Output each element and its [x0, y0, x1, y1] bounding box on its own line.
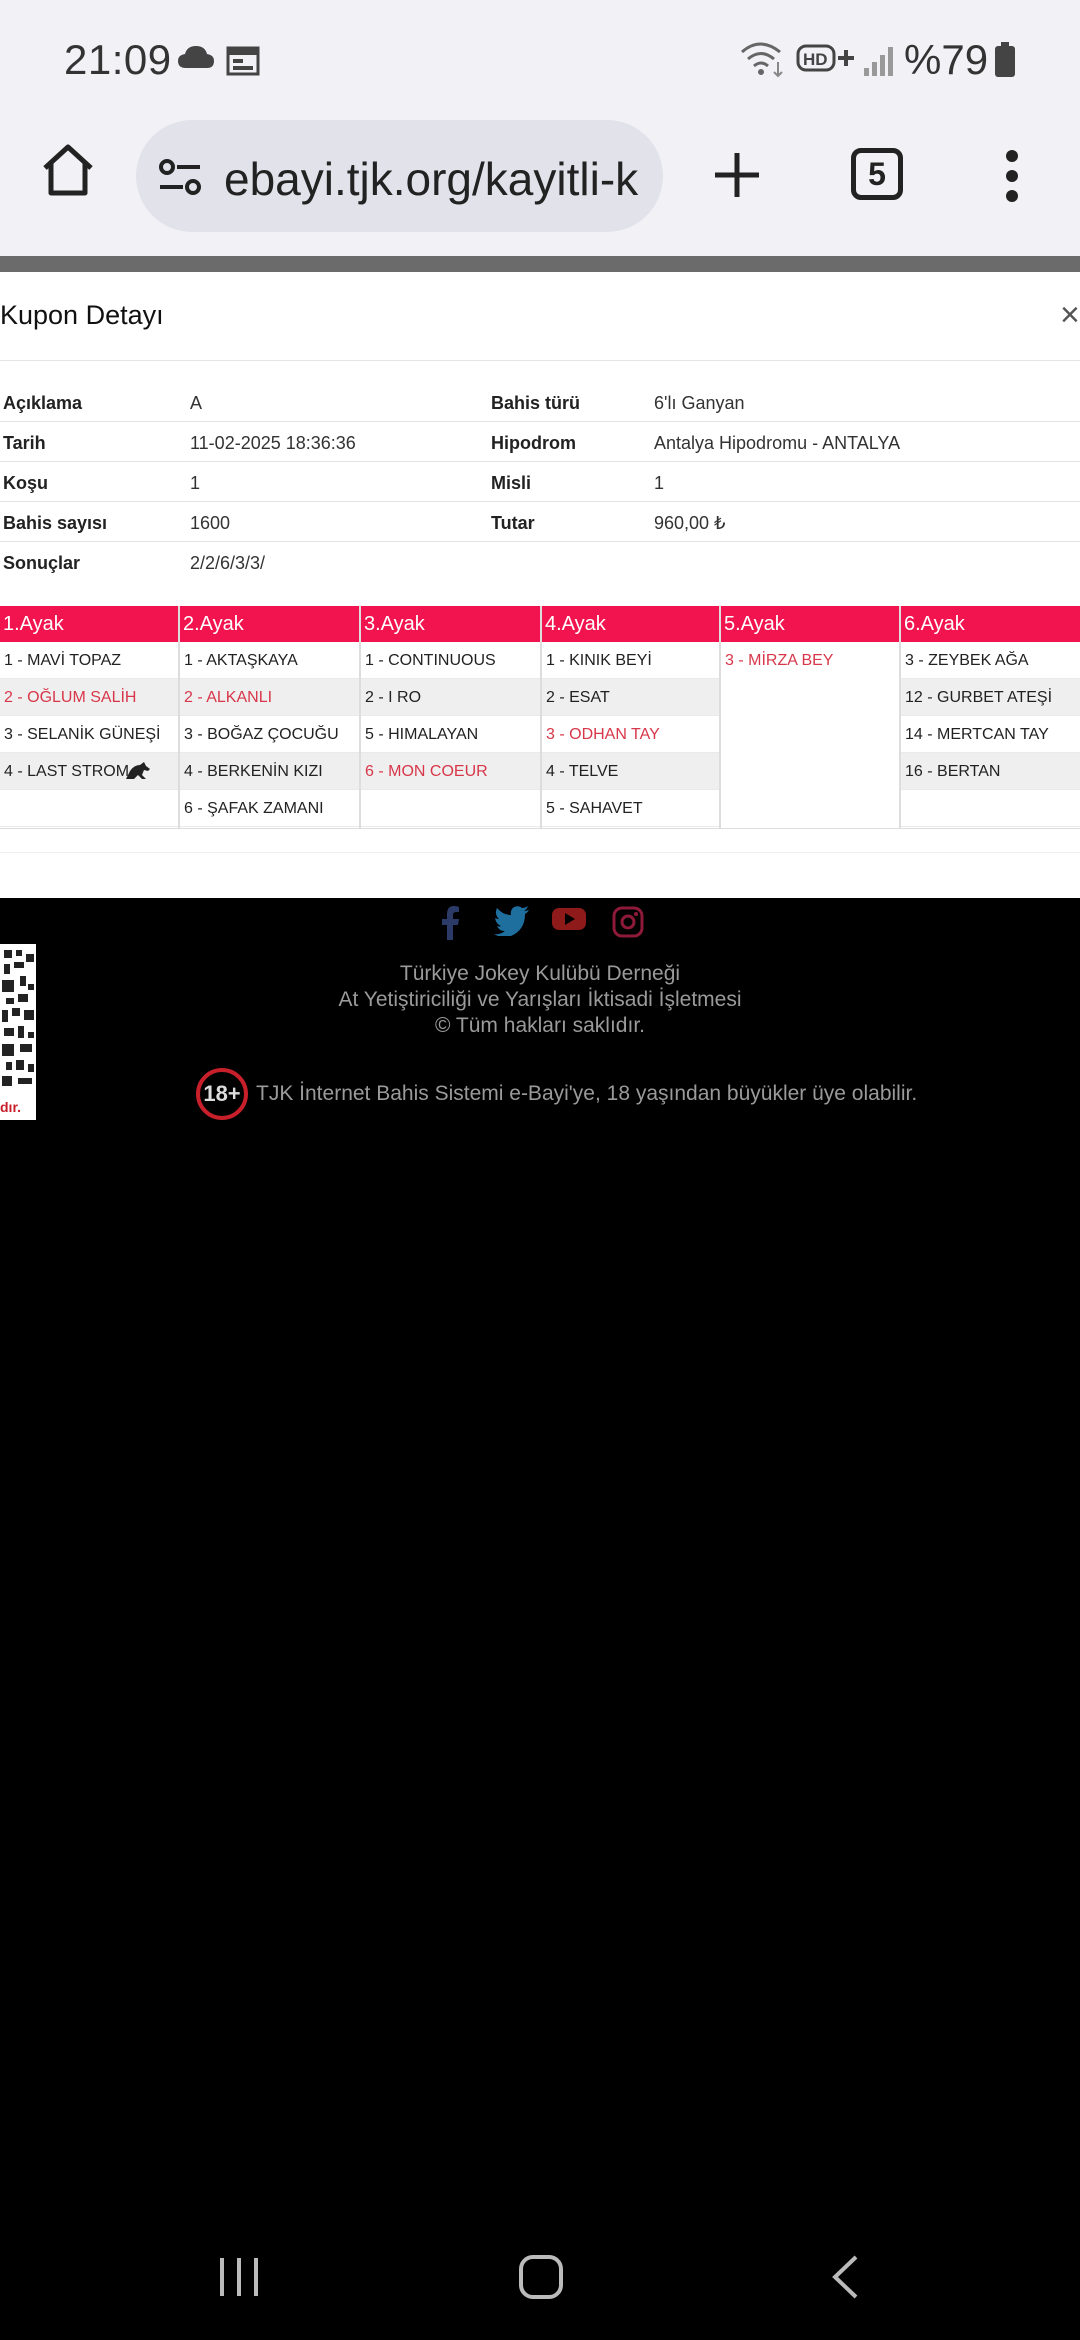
leg-header: 4.Ayak [542, 606, 719, 642]
leg-horse: 5 - HIMALAYAN [361, 716, 540, 753]
leg-horse: 2 - I RO [361, 679, 540, 716]
leg-horse-scratched [0, 753, 178, 790]
coupon-detail-modal [0, 272, 1080, 898]
new-tab-icon[interactable] [712, 150, 762, 200]
battery-percent: %79 [904, 36, 989, 83]
site-settings-icon[interactable] [158, 158, 202, 196]
leg-horse: 1 - AKTAŞKAYA [180, 642, 359, 679]
status-time: 21:09 [64, 36, 172, 83]
leg-horse: 6 - ŞAFAK ZAMANI [180, 790, 359, 827]
age-restriction-text: TJK İnternet Bahis Sistemi e-Bayi'ye, 18 yaşından büyükler üye olabilir. [256, 1082, 918, 1105]
divider [0, 852, 1080, 853]
back-icon[interactable] [830, 2254, 860, 2300]
recent-apps-icon[interactable] [216, 2254, 262, 2300]
field-label: Tarih [3, 433, 46, 453]
browser-toolbar [0, 118, 1080, 256]
leg-horse-winner: 3 - ODHAN TAY [542, 716, 719, 753]
leg-horse: 12 - GURBET ATEŞİ [901, 679, 1080, 716]
footer-org-subname: At Yetiştiriciliği ve Yarışları İktisadi İşletmesi [338, 988, 742, 1011]
field-label: Sonuçlar [3, 553, 81, 573]
footer-copyright: © Tüm hakları saklıdır. [435, 1014, 645, 1037]
home-nav-icon[interactable] [518, 2254, 564, 2300]
svg-text:HD: HD [803, 50, 828, 69]
leg-column-3 [361, 606, 542, 828]
leg-horse-winner: 2 - ALKANLI [180, 679, 359, 716]
leg-column-6 [901, 606, 1080, 828]
footer-org-name: Türkiye Jokey Kulübü Derneği [399, 962, 681, 985]
hd-plus-icon [796, 40, 856, 78]
cloud-icon [176, 44, 216, 70]
leg-horse: 1 - MAVİ TOPAZ [0, 642, 178, 679]
leg-header: 1.Ayak [0, 606, 178, 642]
leg-horse-winner: 3 - MİRZA BEY [725, 652, 834, 669]
field-label: Koşu [3, 473, 48, 493]
calendar-icon [226, 46, 260, 76]
field-value: 1600 [190, 513, 231, 533]
leg-header: 5.Ayak [721, 606, 899, 642]
qr-caption: dır. [0, 1099, 22, 1115]
age-restriction-badge: 18+ [196, 1068, 248, 1120]
field-value: 1 [190, 473, 201, 493]
field-value: 1 [654, 473, 665, 493]
field-label: Misli [491, 473, 532, 493]
divider [0, 360, 1080, 361]
field-value: 960,00 ₺ [654, 513, 726, 533]
system-navigation-bar [0, 2220, 1080, 2340]
facebook-icon[interactable] [440, 906, 460, 940]
field-value: A [190, 393, 203, 413]
leg-column-5 [721, 606, 901, 828]
home-icon[interactable] [40, 142, 96, 198]
address-bar[interactable] [136, 120, 663, 232]
leg-horse-winner: 6 - MON COEUR [361, 753, 540, 790]
field-value: 11-02-2025 18:36:36 [190, 433, 356, 453]
leg-header: 6.Ayak [901, 606, 1080, 642]
modal-title: Kupon Detayı [0, 300, 164, 330]
leg-horse: 1 - KINIK BEYİ [542, 642, 719, 679]
leg-horse: 4 - BERKENİN KIZI [180, 753, 359, 790]
leg-horse: 2 - ESAT [542, 679, 719, 716]
divider [0, 828, 1080, 829]
leg-column-1 [0, 606, 180, 828]
field-value: Antalya Hipodromu - ANTALYA [654, 433, 901, 453]
leg-header: 3.Ayak [361, 606, 540, 642]
leg-horse [361, 790, 540, 827]
leg-horse-winner: 2 - OĞLUM SALİH [0, 679, 178, 716]
leg-column-2 [180, 606, 361, 828]
leg-header: 2.Ayak [180, 606, 359, 642]
info-row-tarih [0, 422, 1080, 462]
page-backdrop [0, 256, 1080, 272]
leg-horse: 3 - SELANİK GÜNEŞİ [0, 716, 178, 753]
battery-icon [994, 42, 1016, 78]
field-value: 6'lı Ganyan [654, 393, 745, 413]
leg-column-4 [542, 606, 721, 828]
info-row-bahis-sayisi [0, 502, 1080, 542]
info-row-kosu [0, 462, 1080, 502]
legs-table [0, 606, 1080, 828]
signal-icon [862, 44, 896, 78]
field-label: Bahis sayısı [3, 513, 108, 533]
horse-icon [124, 761, 152, 781]
more-menu-icon[interactable] [1000, 146, 1024, 206]
field-label: Hipodrom [491, 433, 576, 453]
info-row-sonuclar [0, 542, 1080, 582]
url-text[interactable]: ebayi.tjk.org/kayitli-k [224, 153, 639, 205]
leg-horse-label: 4 - LAST STROM [4, 763, 130, 780]
field-label: Tutar [491, 513, 535, 533]
leg-horse [0, 790, 178, 827]
leg-horse: 5 - SAHAVET [542, 790, 719, 827]
leg-horse: 14 - MERTCAN TAY [901, 716, 1080, 753]
leg-horse: 16 - BERTAN [901, 753, 1080, 790]
field-value: 2/2/6/3/3/ [190, 553, 266, 573]
leg-horse-winner: 3 - ZEYBEK AĞA [901, 642, 1080, 679]
status-bar [0, 0, 1080, 118]
leg-horse [901, 790, 1080, 827]
tab-switcher-button[interactable]: 5 [851, 148, 903, 200]
twitter-icon[interactable] [494, 906, 530, 936]
leg-horse: 4 - TELVE [542, 753, 719, 790]
wifi-icon [740, 40, 786, 78]
youtube-icon[interactable] [552, 906, 586, 932]
leg-horse: 1 - CONTINUOUS [361, 642, 540, 679]
instagram-icon[interactable] [612, 906, 644, 938]
field-label: Bahis türü [491, 393, 581, 413]
field-label: Açıklama [3, 393, 83, 413]
leg-horse: 3 - BOĞAZ ÇOCUĞU [180, 716, 359, 753]
close-icon[interactable]: × [1060, 296, 1080, 334]
info-row-aciklama [0, 382, 1080, 422]
